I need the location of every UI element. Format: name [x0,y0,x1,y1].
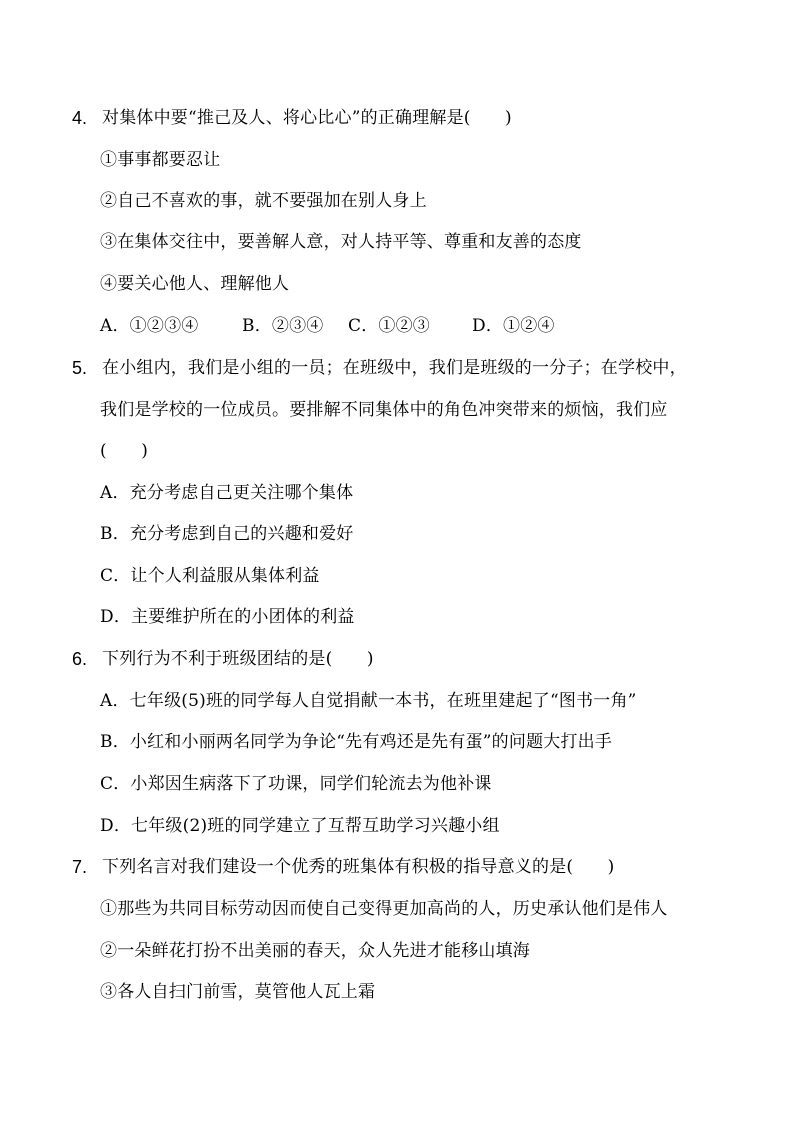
statement-1: ①那些为共同目标劳动因而使自己变得更加高尚的人，历史承认他们是伟人 [100,899,668,919]
option-b: B．充分考虑到自己的兴趣和爱好 [100,524,354,544]
statement-1: ①事事都要忍让 [100,150,221,170]
option-a: A．充分考虑自己更关注哪个集体 [100,483,354,503]
option-b: B．小红和小丽两名同学为争论“先有鸡还是先有蛋”的问题大打出手 [100,732,613,752]
option-c: C．①②③ [348,316,431,336]
statement-3: ③在集体交往中，要善解人意，对人持平等、尊重和友善的态度 [100,232,582,252]
question-number: 6. [72,649,88,669]
question-stem: 对集体中要“推己及人、将心比心”的正确理解是( ) [102,108,512,128]
statement-2: ②自己不喜欢的事，就不要强加在别人身上 [100,191,427,211]
question-stem-line-2: 我们是学校的一位成员。要排解不同集体中的角色冲突带来的烦恼，我们应 [100,400,668,420]
option-c: C．让个人利益服从集体利益 [100,566,320,586]
question-stem-line-1: 在小组内，我们是小组的一员；在班级中，我们是班级的一分子；在学校中， [102,358,687,378]
option-b: B．②③④ [242,316,324,336]
option-a: A．①②③④ [100,316,199,336]
question-number: 4. [72,108,88,128]
option-d: D．七年级(2)班的同学建立了互帮互助学习兴趣小组 [100,816,500,836]
statement-4: ④要关心他人、理解他人 [100,274,290,294]
option-a: A．七年级(5)班的同学每人自觉捐献一本书，在班里建起了“图书一角” [100,691,637,711]
statement-2: ②一朵鲜花打扮不出美丽的春天，众人先进才能移山填海 [100,941,530,961]
question-number: 5. [72,358,88,378]
question-stem: 下列行为不利于班级团结的是( ) [102,649,374,669]
option-c: C．小郑因生病落下了功课，同学们轮流去为他补课 [100,774,492,794]
question-stem: 下列名言对我们建设一个优秀的班集体有积极的指导意义的是( ) [102,857,615,877]
question-stem-line-3: ( ) [100,441,149,461]
statement-3: ③各人自扫门前雪，莫管他人瓦上霜 [100,982,376,1002]
option-d: D．主要维护所在的小团体的利益 [100,607,355,627]
option-d: D．①②④ [472,316,555,336]
inline-options [100,315,600,337]
question-number: 7. [72,857,88,877]
